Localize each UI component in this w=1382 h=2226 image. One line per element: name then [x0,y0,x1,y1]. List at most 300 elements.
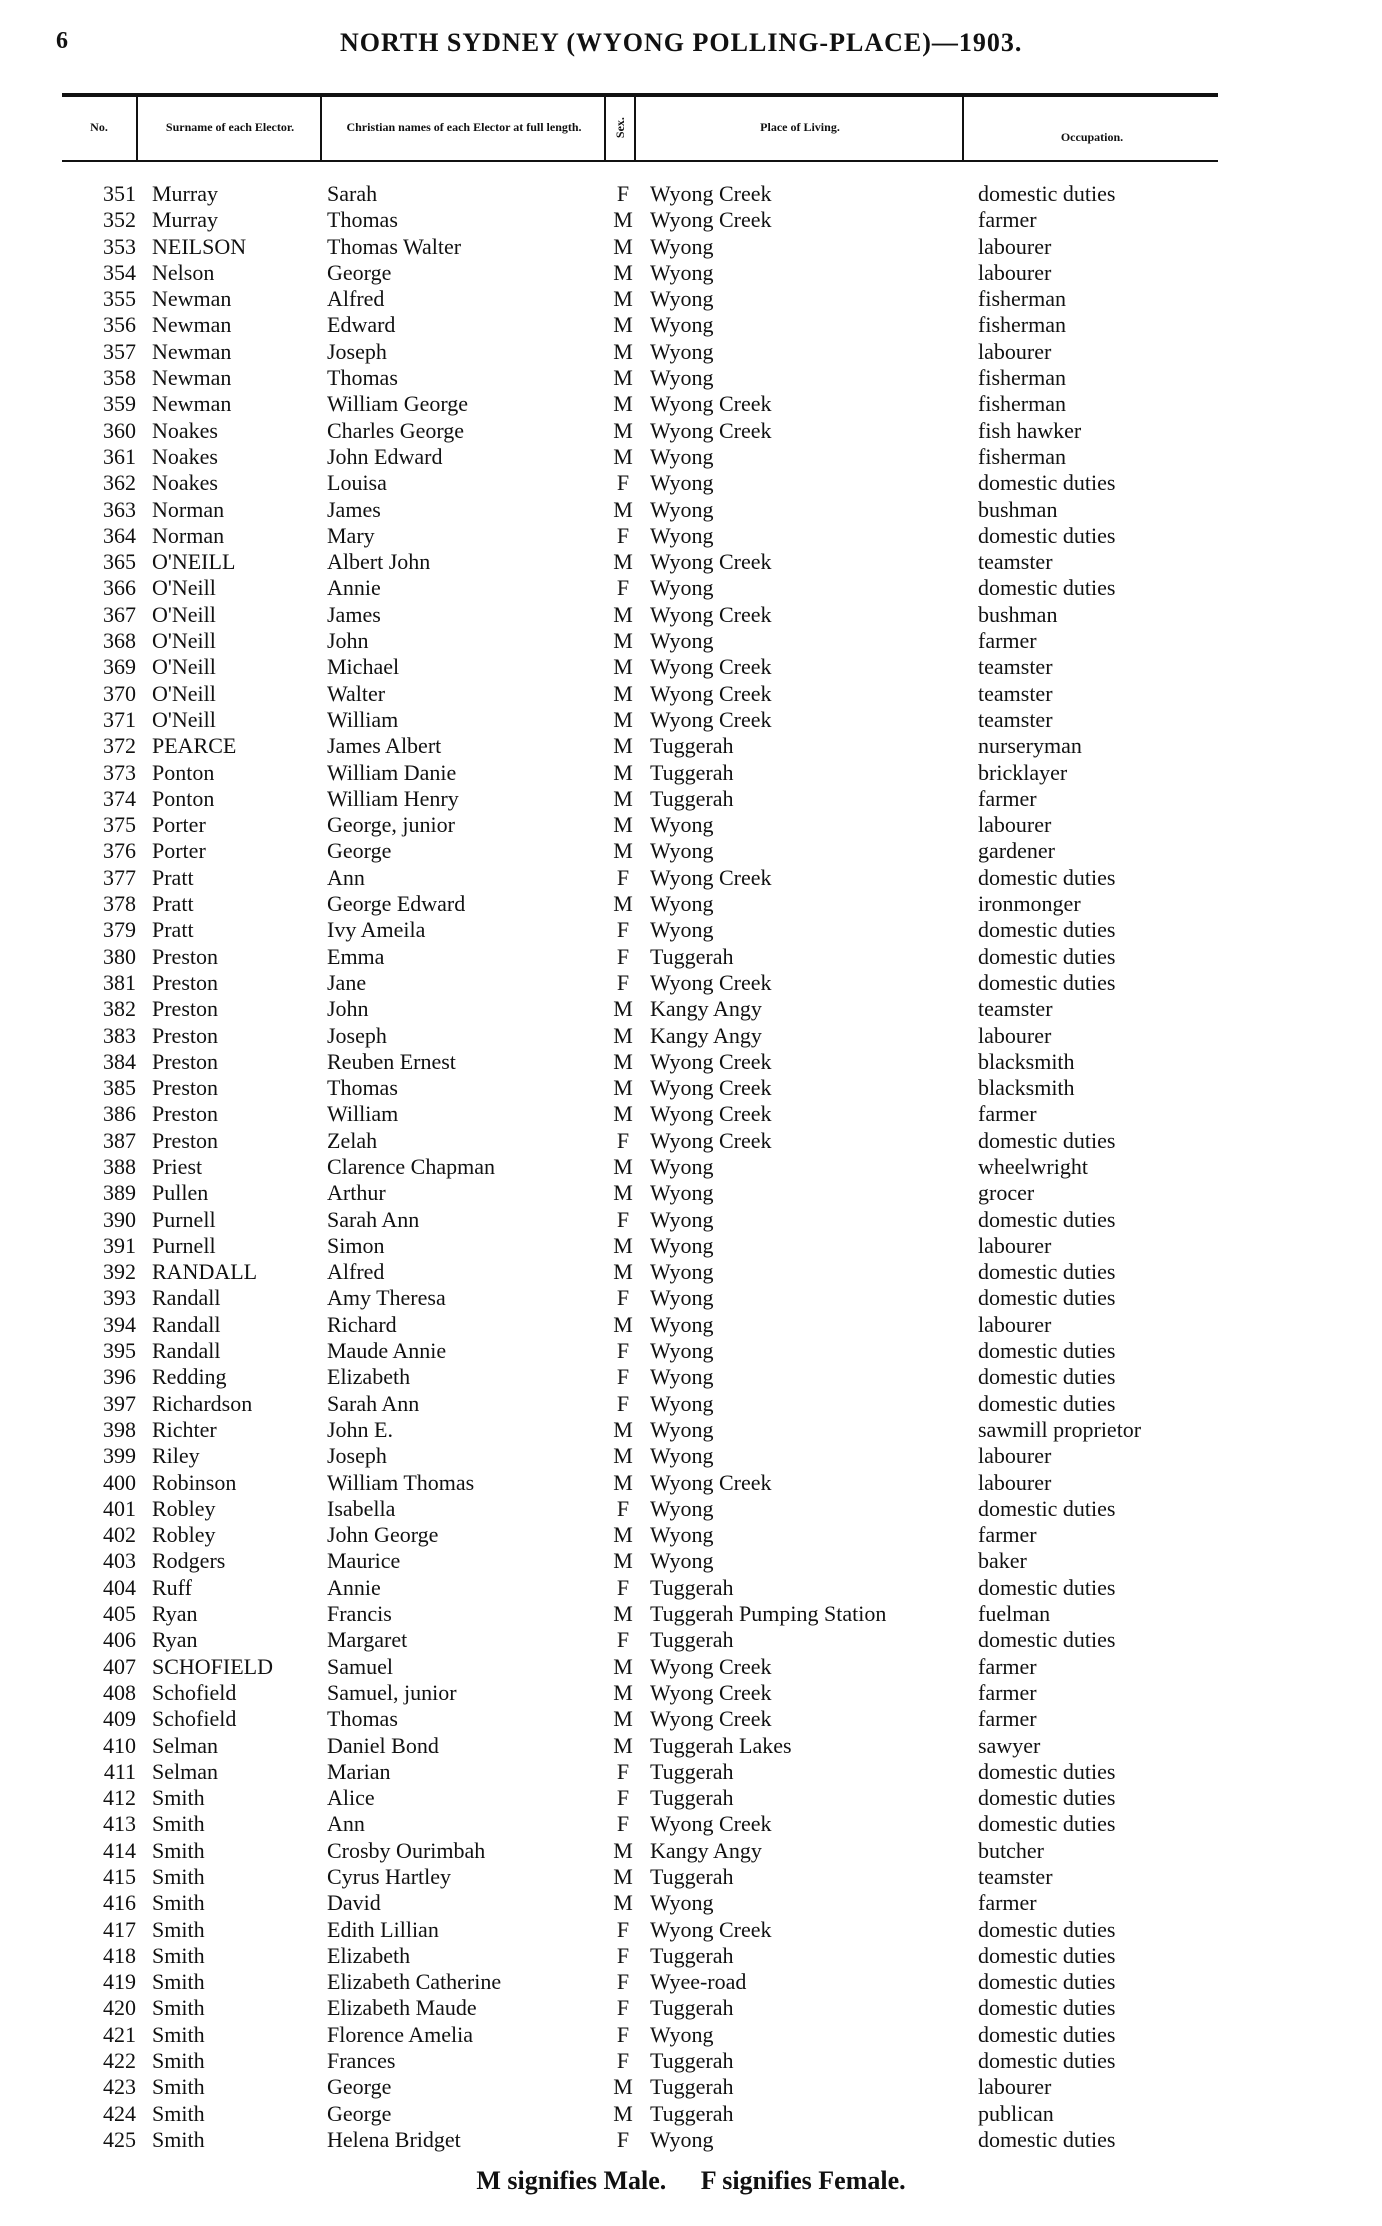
elector-sex: F [616,575,630,601]
elector-number: 362 [103,470,136,496]
elector-place-of-living: Wyong Creek [650,654,772,680]
elector-occupation: baker [978,1548,1027,1574]
elector-christian-names: Alice [327,1785,375,1811]
elector-christian-names: John [327,996,369,1022]
elector-row [0,681,1382,707]
elector-surname: Smith [152,2100,205,2126]
elector-row [0,1154,1382,1180]
elector-row [0,812,1382,838]
elector-surname: Smith [152,1864,205,1889]
elector-row [0,444,1382,470]
elector-sex: M [613,233,633,259]
elector-sex: F [616,1969,630,1995]
elector-surname: Preston [152,1075,218,1101]
elector-sex: M [613,680,633,706]
elector-place-of-living: Wyong [650,2021,714,2047]
elector-sex: F [616,917,630,943]
elector-number: 363 [103,496,136,522]
elector-occupation: bushman [978,601,1058,627]
elector-place-of-living: Wyong [650,1285,714,1311]
elector-number: 402 [103,1522,136,1548]
elector-surname: SCHOFIELD [152,1653,274,1679]
elector-row [0,260,1382,286]
elector-row [0,2022,1382,2048]
elector-sex: F [616,1811,630,1837]
elector-row [0,234,1382,260]
elector-sex: F [616,522,630,548]
elector-place-of-living: Kangy Angy [650,1022,762,1048]
elector-surname: Pratt [152,891,194,917]
elector-occupation: domestic duties [978,181,1116,206]
elector-row [0,470,1382,496]
elector-sex: M [613,601,633,627]
elector-number: 419 [103,1969,136,1995]
elector-surname: Ponton [152,759,215,785]
elector-surname: Smith [152,2074,205,2100]
elector-sex: F [616,1285,630,1311]
elector-place-of-living: Wyong Creek [650,391,772,417]
elector-sex: F [616,181,630,206]
elector-row [0,391,1382,417]
elector-place-of-living: Wyong [650,2126,714,2152]
elector-surname: O'Neill [152,680,216,706]
elector-row [0,1548,1382,1574]
elector-number: 418 [103,1942,136,1968]
elector-place-of-living: Wyong Creek [650,1101,772,1127]
elector-occupation: domestic duties [978,864,1116,890]
elector-occupation: fuelman [978,1601,1051,1627]
sex-legend [0,2166,1382,2196]
elector-christian-names: Alfred [327,286,385,312]
elector-row [0,418,1382,444]
elector-sex: M [613,1311,633,1337]
elector-place-of-living: Wyong Creek [650,1075,772,1101]
elector-number: 356 [103,312,136,338]
elector-row [0,1312,1382,1338]
elector-christian-names: George [327,2100,392,2126]
elector-christian-names: George [327,2074,392,2100]
elector-surname: Riley [152,1443,200,1469]
elector-occupation: labourer [978,1311,1052,1337]
elector-number: 398 [103,1416,136,1442]
elector-occupation: publican [978,2100,1054,2126]
elector-occupation: domestic duties [978,1969,1116,1995]
elector-row [0,1023,1382,1049]
elector-row [0,1706,1382,1732]
elector-sex: M [613,1416,633,1442]
elector-occupation: farmer [978,207,1037,233]
elector-row [0,312,1382,338]
elector-sex: F [616,1916,630,1942]
elector-christian-names: Jane [327,969,367,995]
elector-number: 414 [103,1837,136,1863]
page-number: 6 [56,28,68,54]
elector-row [0,1075,1382,1101]
elector-occupation: labourer [978,259,1052,285]
elector-sex: M [613,1075,633,1101]
elector-number: 358 [103,365,136,391]
elector-sex: M [613,1048,633,1074]
elector-row [0,1338,1382,1364]
elector-sex: F [616,1364,630,1390]
elector-row [0,2048,1382,2074]
male-legend: M signifies Male. [476,2166,667,2195]
elector-number: 411 [103,1758,136,1784]
elector-place-of-living: Wyong [650,312,714,338]
elector-surname: Purnell [152,1232,216,1258]
elector-surname: Murray [152,207,218,233]
header-rule-top [62,93,1218,97]
column-header-sex-cell [606,98,634,158]
elector-row [0,523,1382,549]
elector-sex: M [613,1443,633,1469]
elector-sex: M [613,838,633,864]
elector-christian-names: John [327,628,369,654]
elector-occupation: teamster [978,654,1053,680]
elector-occupation: domestic duties [978,1206,1116,1232]
elector-surname: O'NEILL [152,549,236,575]
elector-sex: M [613,207,633,233]
column-header-no: No. [90,120,108,135]
elector-number: 374 [103,785,136,811]
elector-number: 360 [103,417,136,443]
elector-number: 401 [103,1495,136,1521]
elector-place-of-living: Wyong [650,812,714,838]
elector-christian-names: Francis [327,1601,392,1627]
elector-occupation: farmer [978,1101,1037,1127]
elector-number: 417 [103,1916,136,1942]
elector-surname: Smith [152,1995,205,2021]
column-header-occupation: Occupation. [1060,130,1124,145]
elector-surname: Smith [152,1837,205,1863]
elector-surname: Robley [152,1495,216,1521]
elector-surname: Newman [152,286,232,312]
elector-number: 410 [103,1732,136,1758]
elector-surname: Smith [152,1890,205,1916]
elector-surname: Newman [152,391,232,417]
elector-number: 404 [103,1574,136,1600]
elector-occupation: fisherman [978,365,1066,391]
elector-sex: M [613,549,633,575]
elector-sex: M [613,1679,633,1705]
elector-number: 353 [103,233,136,259]
elector-number: 357 [103,338,136,364]
elector-occupation: domestic duties [978,2048,1116,2074]
elector-number: 387 [103,1127,136,1153]
elector-number: 391 [103,1232,136,1258]
elector-place-of-living: Wyong [650,338,714,364]
elector-surname: PEARCE [152,733,237,759]
elector-place-of-living: Tuggerah [650,785,734,811]
elector-place-of-living: Tuggerah [650,1758,734,1784]
elector-number: 378 [103,891,136,917]
elector-christian-names: Reuben Ernest [327,1048,456,1074]
elector-place-of-living: Wyong [650,1153,714,1179]
elector-number: 377 [103,864,136,890]
elector-row [0,1259,1382,1285]
elector-occupation: domestic duties [978,969,1116,995]
elector-place-of-living: Wyong [650,1338,714,1364]
elector-occupation: teamster [978,706,1053,732]
elector-row [0,1838,1382,1864]
elector-occupation: domestic duties [978,575,1116,601]
elector-place-of-living: Wyong [650,838,714,864]
elector-christian-names: William [327,1101,399,1127]
elector-row [0,1811,1382,1837]
elector-number: 422 [103,2048,136,2074]
elector-christian-names: Elizabeth Catherine [327,1969,502,1995]
elector-occupation: nurseryman [978,733,1082,759]
elector-row [0,1233,1382,1259]
elector-sex: M [613,1469,633,1495]
elector-sex: M [613,365,633,391]
elector-place-of-living: Wyong [650,496,714,522]
elector-row [0,654,1382,680]
elector-place-of-living: Wyong Creek [650,1679,772,1705]
elector-number: 407 [103,1653,136,1679]
elector-number: 380 [103,943,136,969]
elector-place-of-living: Tuggerah [650,1995,734,2021]
elector-surname: Ryan [152,1601,198,1627]
elector-surname: Selman [152,1758,218,1784]
elector-row [0,1733,1382,1759]
elector-number: 361 [103,443,136,469]
elector-christian-names: Maude Annie [327,1338,447,1364]
elector-sex: M [613,1022,633,1048]
elector-number: 389 [103,1180,136,1206]
elector-place-of-living: Wyong [650,1232,714,1258]
elector-number: 368 [103,628,136,654]
elector-sex: F [616,1338,630,1364]
elector-surname: Noakes [152,443,218,469]
elector-christian-names: Sarah [327,181,378,206]
elector-row [0,1470,1382,1496]
elector-row [0,602,1382,628]
elector-number: 405 [103,1601,136,1627]
elector-number: 366 [103,575,136,601]
elector-christian-names: James Albert [327,733,442,759]
elector-surname: Smith [152,1969,205,1995]
elector-sex: M [613,1653,633,1679]
elector-row [0,1575,1382,1601]
elector-surname: RANDALL [152,1259,258,1285]
elector-christian-names: Elizabeth Maude [327,1995,477,2021]
elector-number: 406 [103,1627,136,1653]
elector-place-of-living: Tuggerah [650,759,734,785]
elector-occupation: farmer [978,1679,1037,1705]
elector-place-of-living: Wyong [650,1495,714,1521]
elector-surname: Randall [152,1311,221,1337]
elector-christian-names: William Henry [327,785,459,811]
elector-christian-names: George [327,838,392,864]
elector-sex: M [613,1601,633,1627]
elector-place-of-living: Wyong Creek [650,680,772,706]
elector-occupation: domestic duties [978,1338,1116,1364]
elector-sex: M [613,1837,633,1863]
elector-place-of-living: Tuggerah [650,1627,734,1653]
elector-sex: M [613,785,633,811]
elector-occupation: fish hawker [978,417,1082,443]
elector-number: 390 [103,1206,136,1232]
elector-row [0,497,1382,523]
elector-number: 372 [103,733,136,759]
elector-sex: F [616,1390,630,1416]
elector-surname: Newman [152,338,232,364]
elector-surname: Smith [152,1811,205,1837]
elector-sex: M [613,733,633,759]
elector-occupation: teamster [978,996,1053,1022]
elector-christian-names: Emma [327,943,385,969]
elector-christian-names: Elizabeth [327,1364,411,1390]
elector-sex: M [613,1101,633,1127]
elector-number: 379 [103,917,136,943]
elector-sex: M [613,654,633,680]
elector-occupation: blacksmith [978,1075,1075,1101]
elector-surname: O'Neill [152,601,216,627]
elector-number: 369 [103,654,136,680]
elector-surname: Smith [152,2126,205,2152]
elector-row [0,549,1382,575]
elector-occupation: wheelwright [978,1153,1088,1179]
elector-sex: M [613,1259,633,1285]
elector-place-of-living: Tuggerah Pumping Station [650,1601,887,1627]
elector-number: 413 [103,1811,136,1837]
elector-surname: Pratt [152,917,194,943]
elector-number: 354 [103,259,136,285]
elector-sex: M [613,2100,633,2126]
elector-number: 351 [103,181,136,206]
elector-row [0,1417,1382,1443]
elector-row [0,2101,1382,2127]
elector-row [0,970,1382,996]
elector-place-of-living: Wyong Creek [650,969,772,995]
elector-occupation: domestic duties [978,1785,1116,1811]
column-header-surname: Surname of each Elector. [165,120,295,135]
elector-christian-names: William George [327,391,469,417]
elector-place-of-living: Wyong [650,1548,714,1574]
elector-number: 403 [103,1548,136,1574]
elector-surname: Schofield [152,1679,237,1705]
elector-sex: F [616,1495,630,1521]
elector-christian-names: Charles George [327,417,465,443]
elector-sex: F [616,1206,630,1232]
elector-place-of-living: Wyong [650,1522,714,1548]
elector-place-of-living: Tuggerah [650,733,734,759]
elector-surname: Porter [152,812,206,838]
elector-row [0,1496,1382,1522]
elector-christian-names: Thomas Walter [327,233,462,259]
elector-place-of-living: Wyong [650,286,714,312]
elector-christian-names: Cyrus Hartley [327,1864,452,1889]
elector-number: 425 [103,2126,136,2152]
elector-sex: F [616,969,630,995]
elector-place-of-living: Tuggerah [650,1574,734,1600]
elector-number: 396 [103,1364,136,1390]
elector-sex: M [613,1864,633,1889]
elector-sex: F [616,2126,630,2152]
elector-row [0,1654,1382,1680]
elector-occupation: domestic duties [978,1495,1116,1521]
elector-occupation: domestic duties [978,1127,1116,1153]
elector-christian-names: William [327,706,399,732]
elector-occupation: labourer [978,233,1052,259]
elector-number: 395 [103,1338,136,1364]
elector-occupation: domestic duties [978,1995,1116,2021]
elector-occupation: farmer [978,1653,1037,1679]
elector-sex: M [613,1706,633,1732]
elector-row [0,1101,1382,1127]
elector-occupation: farmer [978,1890,1037,1916]
elector-surname: O'Neill [152,575,216,601]
elector-row [0,1627,1382,1653]
elector-occupation: farmer [978,1522,1037,1548]
elector-sex: M [613,628,633,654]
elector-surname: Nelson [152,259,215,285]
elector-surname: Preston [152,996,218,1022]
elector-row [0,1759,1382,1785]
elector-place-of-living: Wyong [650,522,714,548]
elector-place-of-living: Tuggerah [650,2074,734,2100]
elector-number: 388 [103,1153,136,1179]
elector-place-of-living: Tuggerah [650,1942,734,1968]
elector-sex: F [616,1942,630,1968]
column-header-sex: Sex. [612,117,627,139]
elector-number: 371 [103,706,136,732]
elector-sex: M [613,496,633,522]
elector-number: 415 [103,1864,136,1889]
elector-surname: Schofield [152,1706,237,1732]
elector-place-of-living: Wyong [650,1311,714,1337]
elector-sex: M [613,338,633,364]
elector-occupation: sawyer [978,1732,1041,1758]
elector-number: 385 [103,1075,136,1101]
elector-sex: M [613,312,633,338]
elector-occupation: domestic duties [978,470,1116,496]
column-divider [962,96,964,160]
elector-christian-names: David [327,1890,381,1916]
elector-surname: O'Neill [152,706,216,732]
elector-surname: Smith [152,2048,205,2074]
elector-row [0,1601,1382,1627]
elector-christian-names: Daniel Bond [327,1732,439,1758]
elector-sex: F [616,2048,630,2074]
elector-number: 367 [103,601,136,627]
elector-surname: Murray [152,181,218,206]
elector-christian-names: Zelah [327,1127,378,1153]
elector-row [0,786,1382,812]
elector-place-of-living: Wyong [650,1390,714,1416]
elector-place-of-living: Wyong Creek [650,207,772,233]
elector-surname: Smith [152,1942,205,1968]
elector-christian-names: Amy Theresa [327,1285,446,1311]
elector-place-of-living: Tuggerah [650,2048,734,2074]
elector-place-of-living: Wyong Creek [650,1811,772,1837]
elector-row [0,1364,1382,1390]
elector-christian-names: Annie [327,575,381,601]
elector-occupation: domestic duties [978,2021,1116,2047]
elector-christian-names: Richard [327,1311,397,1337]
elector-christian-names: George Edward [327,891,466,917]
elector-surname: Smith [152,2021,205,2047]
elector-sex: M [613,417,633,443]
elector-place-of-living: Wyong [650,470,714,496]
elector-christian-names: Joseph [327,1022,387,1048]
elector-christian-names: Edward [327,312,396,338]
elector-row [0,1391,1382,1417]
elector-place-of-living: Wyong [650,233,714,259]
elector-sex: F [616,864,630,890]
elector-christian-names: Margaret [327,1627,408,1653]
